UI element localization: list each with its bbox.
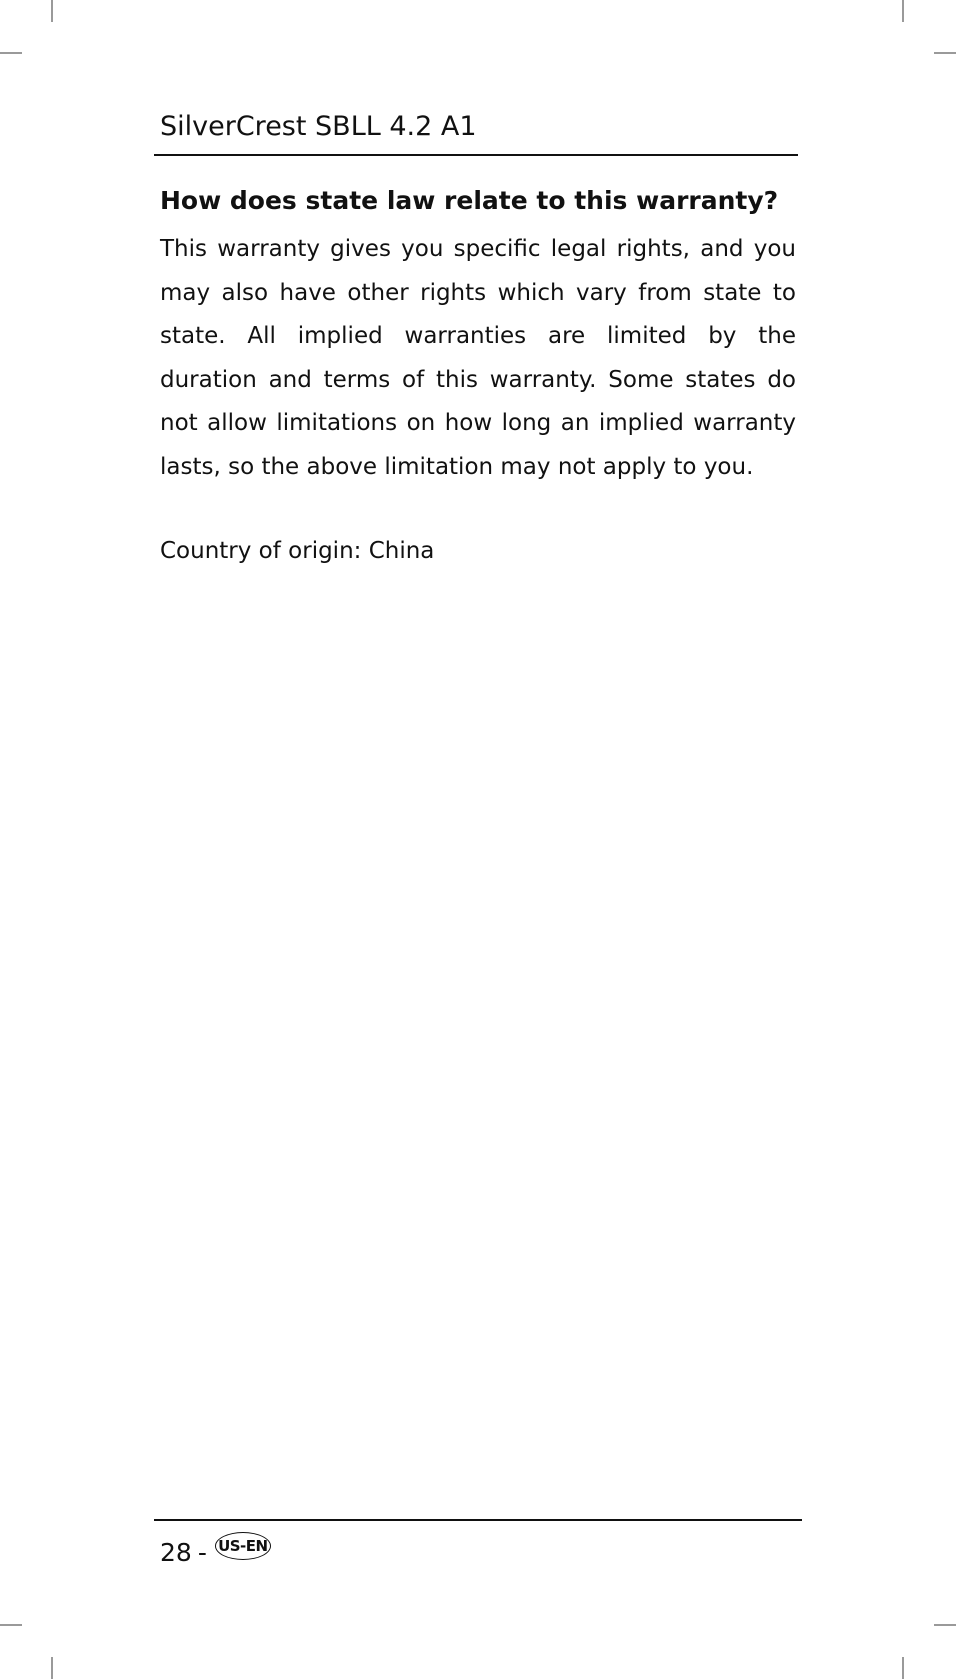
crop-mark-left-bottom [0, 1624, 22, 1626]
crop-mark-top-right [902, 0, 904, 22]
crop-mark-left-top [0, 52, 22, 54]
crop-mark-right-top [934, 52, 956, 54]
header-rule [154, 154, 798, 156]
crop-mark-top-left [51, 0, 53, 22]
page-footer [160, 1532, 271, 1570]
page-number: 28 [160, 1538, 192, 1567]
running-header: SilverCrest SBLL 4.2 A1 [160, 111, 477, 142]
crop-mark-right-bottom [934, 1624, 956, 1626]
footer-rule [154, 1519, 802, 1521]
section-body: This warranty gives you specific legal rights, and you may also have other rights which vary from state to state. All implied warranties are limited by the duration and terms of this warranty. Some states do not allow limitations on how long an implied warranty lasts, so the above limitation may not apply to you. [160, 236, 796, 480]
language-badge-icon: US-EN [215, 1532, 271, 1560]
page-separator: - [197, 1538, 207, 1567]
crop-mark-bottom-right [902, 1657, 904, 1679]
crop-mark-bottom-left [51, 1657, 53, 1679]
country-of-origin: Country of origin: China [160, 538, 435, 564]
section-heading: How does state law relate to this warranty? [160, 186, 779, 215]
